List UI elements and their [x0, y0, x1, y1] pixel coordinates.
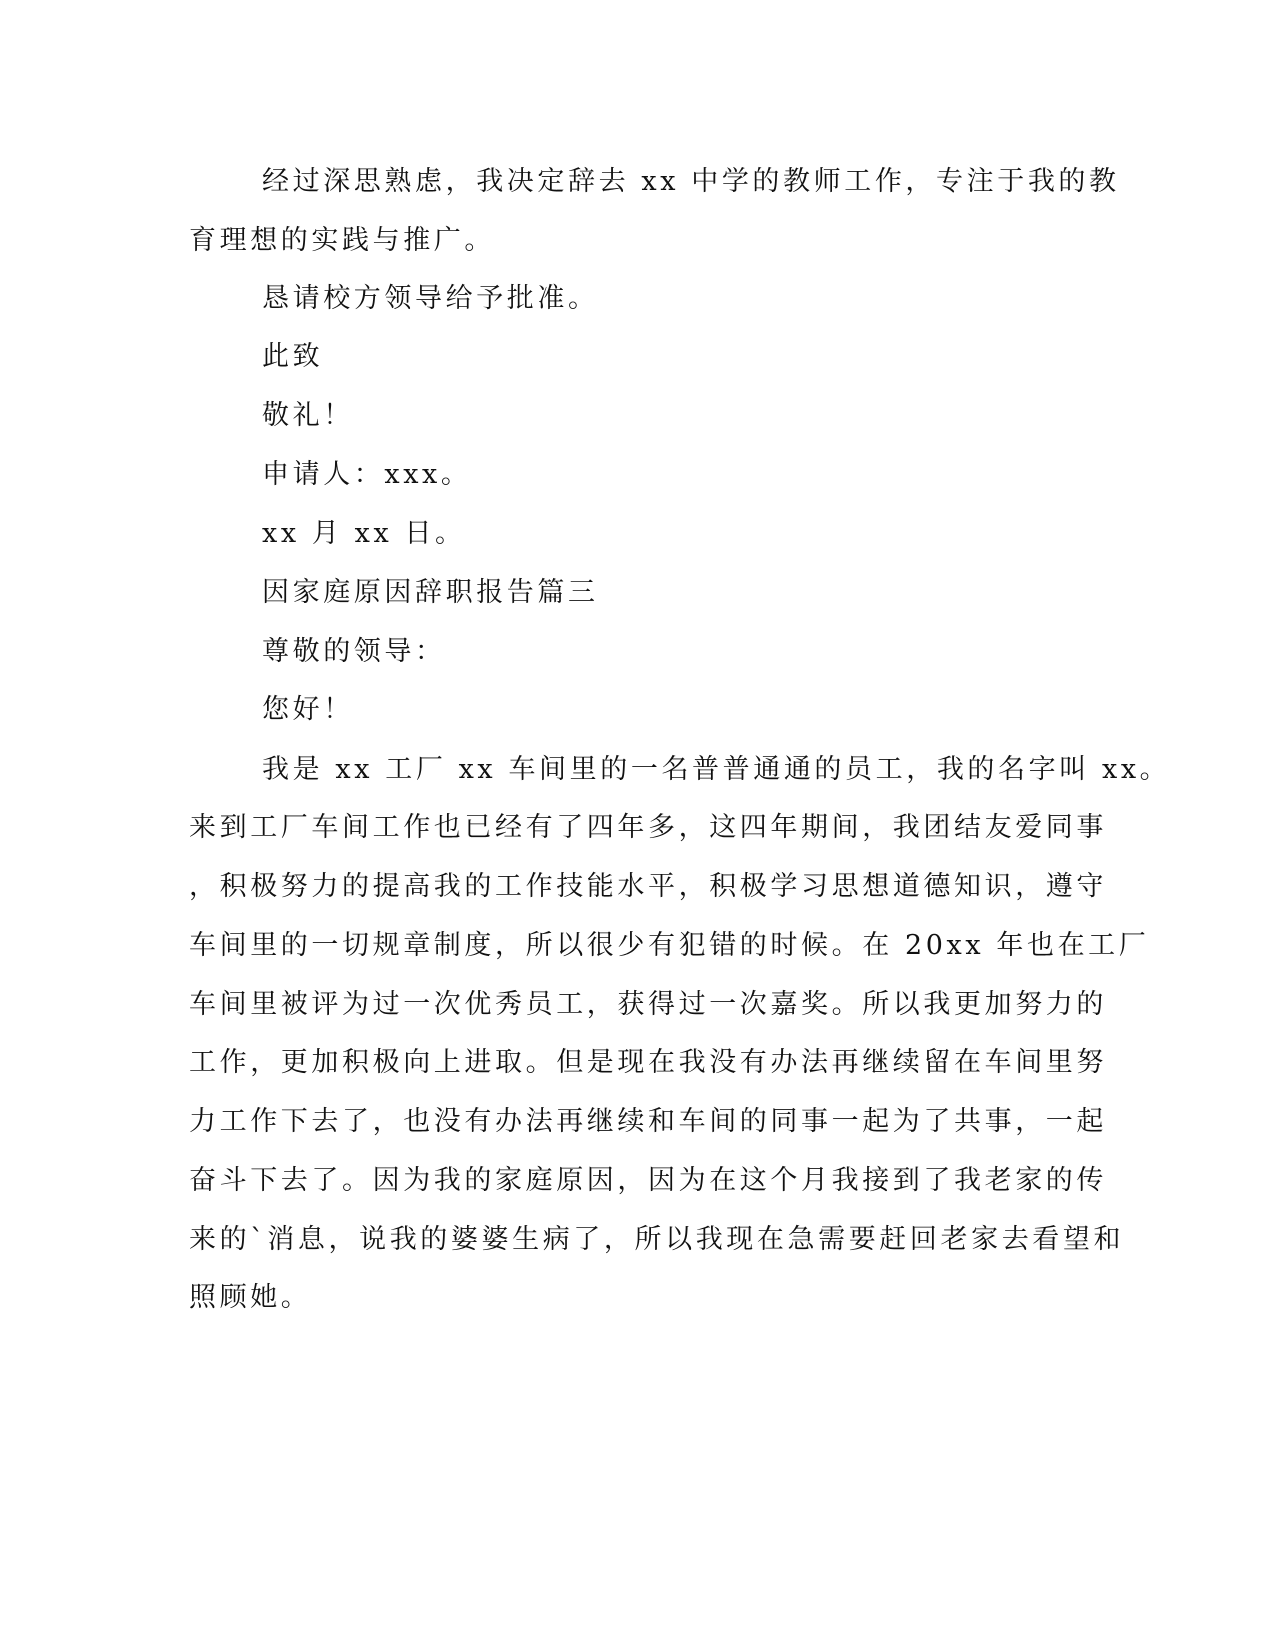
section-title: 因家庭原因辞职报告篇三: [262, 577, 599, 608]
paragraph-line: 经过深思熟虑，我决定辞去 xx 中学的教师工作，专注于我的教: [262, 166, 1120, 197]
applicant-line: 申请人：xxx。: [262, 459, 472, 490]
greeting-line: 您好！: [262, 694, 354, 725]
salutation-line: 此致: [262, 341, 324, 372]
paragraph-line: 来的`消息，说我的婆婆生病了，所以我现在急需要赶回老家去看望和: [189, 1224, 1125, 1255]
paragraph-line: 力工作下去了，也没有办法再继续和车间的同事一起为了共事，一起: [189, 1106, 1107, 1137]
paragraph-line: ，积极努力的提高我的工作技能水平，积极学习思想道德知识，遵守: [189, 871, 1107, 902]
paragraph-line: 恳请校方领导给予批准。: [262, 283, 599, 314]
paragraph-line: 来到工厂车间工作也已经有了四年多，这四年期间，我团结友爱同事: [189, 812, 1107, 843]
paragraph-line: 车间里的一切规章制度，所以很少有犯错的时候。在 20xx 年也在工厂: [189, 930, 1150, 961]
paragraph-line: 育理想的实践与推广。: [189, 225, 495, 256]
salutation-line: 敬礼！: [262, 400, 354, 431]
paragraph-line: 我是 xx 工厂 xx 车间里的一名普普通通的员工，我的名字叫 xx。: [262, 754, 1171, 785]
paragraph-line: 工作，更加积极向上进取。但是现在我没有办法再继续留在车间里努: [189, 1047, 1107, 1078]
date-line: xx 月 xx 日。: [262, 518, 466, 549]
paragraph-line: 照顾她。: [189, 1282, 312, 1313]
paragraph-line: 奋斗下去了。因为我的家庭原因，因为在这个月我接到了我老家的传: [189, 1165, 1107, 1196]
paragraph-line: 车间里被评为过一次优秀员工，获得过一次嘉奖。所以我更加努力的: [189, 989, 1107, 1020]
greeting-line: 尊敬的领导：: [262, 636, 446, 667]
